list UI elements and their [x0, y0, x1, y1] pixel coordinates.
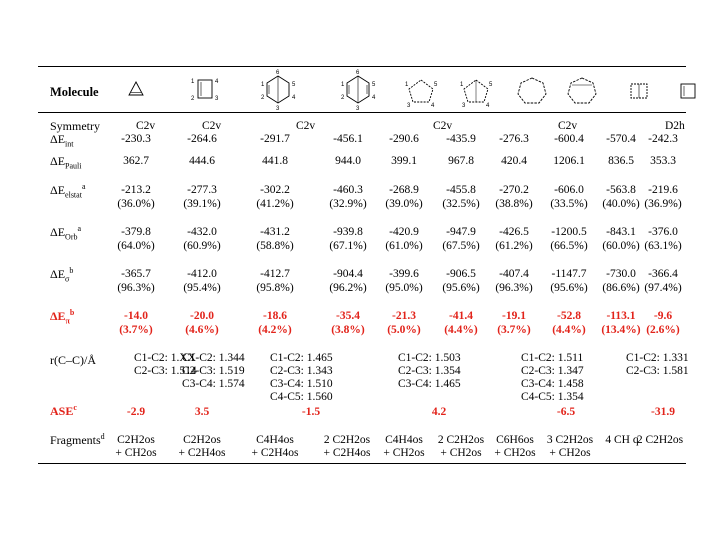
- svg-text:1: 1: [261, 82, 265, 88]
- esigma-value: -730.0: [606, 268, 636, 280]
- epauli-cell: 420.4: [501, 155, 527, 167]
- bond-length-line: C1-C2: 1.344: [182, 352, 245, 364]
- energy-decomposition-table: Molecule 1 4 2 3 6 1 5 2 4 3 6 1 5 2 4 3 1 5 3 4 1 5 3 4 Symmetry C2v C2v C2v C2v C2v D2h $\Delta E_{int}$ -230.3 -264.6 -291.7 -456.1 -290.6 -435.9 -276.3 -600.4 -570.4 -242.3 $\Delta E_{Pauli}$ 362.7 444.6 441.8 944.0 399.1 967.8 420.4 1206.1 836.5 353.3 $\Delta E_{elstat}^a$ -213.2 (36.0%) -277.3 (39.1%) -302.2 (41.2%) -460.3 (32.9%) -268.9 (39.0%) -455.8 (32.5%) -270.2 (38.8%) -606.0 (33.5%) -563.8 (40.0%) -219.6 (36.9%) $\Delta E_{Orb}^a$ -379.8 (64.0%) -432.0 (60.9%) -431.2 (58.8%) -939.8 (67.1%) -420.9 (61.0%) -947.9 (67.5%) -426.5 (61.2%) -1200.5 (66.5%) -843.1 (60.0%) -376.0 (63.1%) $\Delta E_\sigma^b$ -365.7 (96.3%) -412.0 (95.4%) -412.7 (95.8%) -904.4 (96.2%) -399.6 (95.0%) -906.5 (95.6%) -407.4 (96.3%) -1147.7 (95.6%) -730.0 (86.6%) -366.4 (97.4%) $\Delta E_\pi^b$ -14.0 (3.7%) -20.0 (4.6%) -18.6 (4.2%) -35.4 (3.8%) -21.3 (5.0%) -41.4 (4.4%) -19.1 (3.7%) -52.8 (4.4%) -113.1 (13.4%) -9.6 (2.6%) r(C–C)/Å C1-C2: 1.XX C2-C3: 1.514 C1-C2: 1.344 C2-C3: 1.519 C3-C4: 1.574 C1-C2: 1.465 C2-C3: 1.343 C3-C4: 1.510 C4-C5: 1.560 C1-C2: 1.503 C2-C3: 1.354 C3-C4: 1.465 C1-C2: 1.511 C2-C3: 1.347 C3-C4: 1.458 C4-C5: 1.354 C1-C2: 1.331 C2-C3: 1.581 ASE$^c$ -2.9 3.5 -1.5 4.2 -6.5 -31.9 Fragments$^d$ C2H2os + CH2os C2H2os + C2H4os C4H4os + C2H4os 2 C2H2os + C2H4os C4H4os + CH2os 2 C2H2os + CH2os C6H6os + CH2os 3 C2H2os + CH2os 4 CH q 2 C2H2os: [38, 66, 686, 464]
- bond-length-line: C1-C2: 1.331: [626, 352, 689, 364]
- eorb-label-sub: Orb: [65, 232, 78, 242]
- eelstat-value: -302.2: [260, 184, 290, 196]
- esigma-cell: [113, 268, 159, 294]
- ase-label-main: ASE: [50, 404, 74, 418]
- eelstat-value: -219.6: [648, 184, 678, 196]
- eorb-value: -432.0: [187, 226, 217, 238]
- svg-text:4: 4: [215, 79, 219, 85]
- eorb-value: -426.5: [499, 226, 529, 238]
- fragment-line: + C2H4os: [323, 447, 371, 459]
- eelstat-cell: [640, 184, 686, 210]
- epi-percent: (3.7%): [497, 324, 531, 336]
- ase-cell: -31.9: [651, 406, 675, 418]
- epauli-row-label: [50, 154, 82, 171]
- epauli-cell: 441.8: [262, 155, 288, 167]
- eelstat-row-label: [50, 182, 86, 200]
- eelstat-label-sup: a: [81, 182, 86, 191]
- eelstat-value: -606.0: [554, 184, 584, 196]
- esigma-value: -1147.7: [551, 268, 587, 280]
- eorb-cell: [598, 226, 644, 252]
- epi-value: -9.6: [653, 310, 673, 322]
- eorb-value: -947.9: [446, 226, 476, 238]
- eorb-value: -843.1: [606, 226, 636, 238]
- eelstat-cell: [543, 184, 595, 210]
- esigma-percent: (95.6%): [550, 282, 588, 294]
- eelstat-value: -213.2: [121, 184, 151, 196]
- eorb-percent: (60.9%): [183, 240, 221, 252]
- fragment-cell: [432, 434, 490, 460]
- eorb-percent: (63.1%): [644, 240, 682, 252]
- eelstat-label-main: ΔE: [50, 183, 66, 197]
- epi-cell: [491, 310, 537, 336]
- svg-text:5: 5: [372, 82, 376, 88]
- eorb-label-sup: a: [77, 224, 82, 233]
- bond-length-line: C3-C4: 1.458: [521, 378, 584, 390]
- epi-percent: (4.2%): [258, 324, 292, 336]
- esigma-cell: [179, 268, 225, 294]
- esigma-percent: (95.8%): [256, 282, 294, 294]
- bond-length-group: [521, 352, 587, 404]
- eelstat-cell: [113, 184, 159, 210]
- ase-label-sup: c: [73, 403, 77, 412]
- ase-cell: 3.5: [194, 406, 210, 418]
- esigma-percent: (95.6%): [442, 282, 480, 294]
- esigma-percent: (96.3%): [117, 282, 155, 294]
- eint-cell: -290.6: [389, 133, 419, 145]
- eorb-value: -431.2: [260, 226, 290, 238]
- svg-text:2: 2: [341, 95, 345, 101]
- esigma-value: -407.4: [499, 268, 529, 280]
- fragment-cell: [110, 434, 162, 460]
- top-rule: [38, 66, 686, 67]
- epi-value: -20.0: [190, 310, 214, 322]
- eorb-cell: [491, 226, 537, 252]
- fragment-cell: [490, 434, 540, 460]
- molecule-norbornadiene-b-structure: [338, 68, 378, 110]
- svg-text:1: 1: [405, 82, 409, 88]
- esigma-percent: (97.4%): [644, 282, 682, 294]
- epi-percent: (5.0%): [387, 324, 421, 336]
- header-rule: [38, 112, 686, 113]
- eorb-cell: [543, 226, 595, 252]
- eorb-percent: (61.0%): [385, 240, 423, 252]
- fragment-line: + C2H4os: [178, 447, 226, 459]
- eelstat-cell: [381, 184, 427, 210]
- svg-text:4: 4: [431, 103, 435, 108]
- eelstat-cell: [325, 184, 371, 210]
- epi-value: -21.3: [392, 310, 416, 322]
- epi-value: -113.1: [606, 310, 636, 322]
- eint-cell: -600.4: [554, 133, 584, 145]
- bond-length-row-label: r(C–C)/Å: [50, 353, 96, 367]
- epi-cell: [325, 310, 371, 336]
- eelstat-value: -455.8: [446, 184, 476, 196]
- eorb-percent: (60.0%): [602, 240, 640, 252]
- eorb-cell: [252, 226, 298, 252]
- epi-value: -19.1: [502, 310, 526, 322]
- ase-row-label: [50, 405, 77, 417]
- fragment-cell: [541, 434, 599, 460]
- eint-cell: -276.3: [499, 133, 529, 145]
- esigma-cell: [438, 268, 484, 294]
- eelstat-value: -268.9: [389, 184, 419, 196]
- eelstat-percent: (39.1%): [183, 198, 221, 210]
- eorb-percent: (67.1%): [329, 240, 367, 252]
- epi-value: -14.0: [124, 310, 148, 322]
- molecule-header-label: Molecule: [50, 85, 99, 99]
- fragment-line: + CH2os: [494, 447, 536, 459]
- svg-text:4: 4: [292, 95, 296, 101]
- esigma-cell: [491, 268, 537, 294]
- molecule-cycloheptatriene-a-structure: [512, 72, 552, 110]
- esigma-value: -399.6: [389, 268, 419, 280]
- bond-length-line: C2-C3: 1.343: [270, 365, 333, 377]
- bond-length-line: C4-C5: 1.560: [270, 391, 333, 403]
- fragment-line: [634, 447, 686, 460]
- eorb-percent: (66.5%): [550, 240, 588, 252]
- epi-value: -52.8: [557, 310, 581, 322]
- fragments-label-main: Fragments: [50, 433, 101, 447]
- eelstat-percent: (41.2%): [256, 198, 294, 210]
- svg-text:4: 4: [486, 103, 490, 108]
- eorb-percent: (64.0%): [117, 240, 155, 252]
- ase-cell: 4.2: [431, 406, 447, 418]
- epi-cell: [438, 310, 484, 336]
- molecule-bicyclopentadiene-b-structure: [458, 74, 494, 108]
- molecule-norbornadiene-a-structure: [258, 68, 298, 110]
- fragment-line: C2H2os: [183, 434, 221, 446]
- eorb-percent: (67.5%): [442, 240, 480, 252]
- bond-length-line: C3-C4: 1.510: [270, 378, 333, 390]
- svg-text:2: 2: [191, 96, 195, 102]
- svg-text:1: 1: [460, 82, 464, 88]
- epauli-cell: 353.3: [650, 155, 676, 167]
- esigma-cell: [598, 268, 644, 294]
- fragment-line: + CH2os: [440, 447, 482, 459]
- ase-cell: -6.5: [556, 406, 576, 418]
- fragments-row-label: [50, 434, 105, 446]
- eint-row-label: [50, 132, 74, 149]
- svg-text:2: 2: [261, 95, 265, 101]
- eorb-cell: [325, 226, 371, 252]
- eelstat-percent: (39.0%): [385, 198, 423, 210]
- epauli-label-sub: Pauli: [65, 161, 82, 171]
- esigma-label-main: ΔE: [50, 267, 66, 281]
- fragment-line: 2 C2H2os: [437, 434, 485, 446]
- epi-percent: (13.4%): [601, 324, 641, 336]
- epauli-cell: 1206.1: [553, 155, 585, 167]
- eorb-value: -379.8: [121, 226, 151, 238]
- svg-text:5: 5: [489, 82, 493, 88]
- epi-cell: [598, 310, 644, 336]
- eelstat-percent: (36.9%): [644, 198, 682, 210]
- bond-length-line: C1-C2: 1.465: [270, 352, 333, 364]
- eorb-value: -1200.5: [551, 226, 587, 238]
- bond-length-line: C1-C2: 1.511: [521, 352, 584, 364]
- esigma-value: -365.7: [121, 268, 151, 280]
- fragment-line: + C2H4os: [251, 447, 299, 459]
- bond-length-line: C2-C3: 1.581: [626, 365, 689, 377]
- epi-label-main: ΔE: [50, 309, 66, 323]
- eelstat-value: -277.3: [187, 184, 217, 196]
- epi-percent: (3.8%): [331, 324, 365, 336]
- epi-label-sup: b: [69, 308, 75, 317]
- ase-cell: -2.9: [126, 406, 146, 418]
- epi-percent: (4.6%): [185, 324, 219, 336]
- epi-cell: [381, 310, 427, 336]
- epi-row-label: [50, 308, 75, 326]
- symmetry-row-label: Symmetry: [50, 119, 100, 133]
- eelstat-value: -460.3: [333, 184, 363, 196]
- fragment-line: 2 C2H2os: [636, 434, 684, 446]
- eint-label-main: ΔE: [50, 132, 66, 146]
- bottom-rule: [38, 463, 686, 464]
- eelstat-label-sub: elstat: [65, 190, 82, 200]
- epi-label-sub: π: [65, 316, 70, 326]
- esigma-label-sub: σ: [65, 274, 70, 284]
- eelstat-value: -270.2: [499, 184, 529, 196]
- esigma-value: -412.7: [260, 268, 290, 280]
- svg-text:3: 3: [276, 106, 280, 110]
- molecule-cyclobutene-structure: [186, 74, 226, 106]
- esigma-cell: [325, 268, 371, 294]
- epi-percent: (4.4%): [552, 324, 586, 336]
- svg-text:5: 5: [434, 82, 438, 88]
- epauli-cell: 836.5: [608, 155, 634, 167]
- eorb-percent: (58.8%): [256, 240, 294, 252]
- epi-value: -41.4: [449, 310, 473, 322]
- eint-cell: -570.4: [606, 133, 636, 145]
- bond-length-line: C4-C5: 1.354: [521, 391, 584, 403]
- eint-cell: -291.7: [260, 133, 290, 145]
- bond-length-line: C2-C3: 1.519: [182, 365, 245, 377]
- bond-length-group: [182, 352, 248, 391]
- epi-value: -18.6: [263, 310, 287, 322]
- eint-label-sub: int: [65, 139, 74, 149]
- svg-text:4: 4: [372, 95, 376, 101]
- bond-length-group: [398, 352, 464, 391]
- svg-text:3: 3: [356, 106, 360, 110]
- epauli-label-main: ΔE: [50, 154, 66, 168]
- esigma-value: -904.4: [333, 268, 363, 280]
- svg-text:3: 3: [407, 103, 411, 108]
- fragment-line: 2 C2H2os: [323, 434, 371, 446]
- eorb-value: -376.0: [648, 226, 678, 238]
- molecule-cycloheptatriene-b-structure: [562, 72, 602, 110]
- eorb-cell: [113, 226, 159, 252]
- eint-cell: -456.1: [333, 133, 363, 145]
- eelstat-value: -563.8: [606, 184, 636, 196]
- molecule-cubane-like-b-structure: [674, 76, 704, 106]
- eorb-value: -939.8: [333, 226, 363, 238]
- esigma-label-sup: b: [69, 266, 74, 275]
- eelstat-percent: (32.5%): [442, 198, 480, 210]
- fragment-line: 4 CH q: [605, 434, 639, 446]
- bond-length-line: C2-C3: 1.514: [134, 365, 197, 377]
- bond-length-line: C1-C2: 1.503: [398, 352, 461, 364]
- bond-length-line: C3-C4: 1.574: [182, 378, 245, 390]
- bond-length-line: C2-C3: 1.354: [398, 365, 461, 377]
- epi-percent: (4.4%): [444, 324, 478, 336]
- fragment-cell: [246, 434, 304, 460]
- fragment-line: + CH2os: [549, 447, 591, 459]
- fragment-line: + CH2os: [383, 447, 425, 459]
- bond-length-line: C3-C4: 1.465: [398, 378, 461, 390]
- eelstat-cell: [491, 184, 537, 210]
- eelstat-cell: [438, 184, 484, 210]
- eelstat-percent: (33.5%): [550, 198, 588, 210]
- esigma-percent: (95.4%): [183, 282, 221, 294]
- eorb-percent: (61.2%): [495, 240, 533, 252]
- fragment-line: C6H6os: [496, 434, 534, 446]
- epauli-cell: 399.1: [391, 155, 417, 167]
- epi-cell: [179, 310, 225, 336]
- molecule-bicyclopentadiene-a-structure: [403, 74, 439, 108]
- eelstat-percent: (38.8%): [495, 198, 533, 210]
- eelstat-percent: (36.0%): [117, 198, 155, 210]
- molecule-cyclopropane-structure: [121, 76, 151, 102]
- molecule-cubane-like-a-structure: [622, 76, 656, 106]
- esigma-cell: [381, 268, 427, 294]
- svg-text:5: 5: [292, 82, 296, 88]
- epi-percent: (3.7%): [119, 324, 153, 336]
- eelstat-cell: [179, 184, 225, 210]
- eorb-row-label: [50, 224, 82, 242]
- eorb-cell: [381, 226, 427, 252]
- epi-cell: [543, 310, 595, 336]
- eorb-cell: [640, 226, 686, 252]
- bond-length-group: [270, 352, 336, 404]
- epauli-cell: 444.6: [189, 155, 215, 167]
- bond-length-line: C2-C3: 1.347: [521, 365, 584, 377]
- fragment-line: 3 C2H2os: [546, 434, 594, 446]
- fragments-label-sup: d: [100, 432, 105, 441]
- epauli-cell: 967.8: [448, 155, 474, 167]
- esigma-value: -906.5: [446, 268, 476, 280]
- eorb-cell: [179, 226, 225, 252]
- esigma-percent: (95.0%): [385, 282, 423, 294]
- svg-text:1: 1: [341, 82, 345, 88]
- bond-length-line: C1-C2: 1.XX: [134, 352, 196, 364]
- svg-text:6: 6: [276, 70, 280, 76]
- svg-text:1: 1: [191, 79, 195, 85]
- epi-percent: (2.6%): [646, 324, 680, 336]
- svg-text:3: 3: [462, 103, 466, 108]
- fragment-line: C4H4os: [385, 434, 423, 446]
- svg-text:3: 3: [215, 96, 219, 102]
- esigma-percent: (96.3%): [495, 282, 533, 294]
- esigma-value: -412.0: [187, 268, 217, 280]
- svg-text:6: 6: [356, 70, 360, 76]
- eint-cell: -230.3: [121, 133, 151, 145]
- fragment-line: C2H2os: [117, 434, 155, 446]
- esigma-value: -366.4: [648, 268, 678, 280]
- eelstat-percent: (40.0%): [602, 198, 640, 210]
- eorb-value: -420.9: [389, 226, 419, 238]
- esigma-cell: [640, 268, 686, 294]
- eelstat-percent: (32.9%): [329, 198, 367, 210]
- eelstat-cell: [252, 184, 298, 210]
- epi-value: -35.4: [336, 310, 360, 322]
- ase-cell: -1.5: [301, 406, 321, 418]
- fragment-line: + CH2os: [115, 447, 157, 459]
- epauli-cell: 362.7: [123, 155, 149, 167]
- eint-cell: -435.9: [446, 133, 476, 145]
- esigma-cell: [543, 268, 595, 294]
- eorb-label-main: ΔE: [50, 225, 66, 239]
- fragment-line: C4H4os: [256, 434, 294, 446]
- eorb-cell: [438, 226, 484, 252]
- epi-cell: [252, 310, 298, 336]
- fragment-cell: [174, 434, 230, 460]
- fragment-cell: [316, 434, 378, 460]
- fragment-cell: [378, 434, 430, 460]
- esigma-cell: [252, 268, 298, 294]
- epi-cell: [640, 310, 686, 336]
- fragment-cell: [634, 434, 686, 460]
- bond-length-group: [626, 352, 689, 378]
- eelstat-cell: [598, 184, 644, 210]
- esigma-percent: (86.6%): [602, 282, 640, 294]
- esigma-percent: (96.2%): [329, 282, 367, 294]
- esigma-row-label: [50, 266, 74, 284]
- epi-cell: [113, 310, 159, 336]
- eint-cell: -242.3: [648, 133, 678, 145]
- epauli-cell: 944.0: [335, 155, 361, 167]
- eint-cell: -264.6: [187, 133, 217, 145]
